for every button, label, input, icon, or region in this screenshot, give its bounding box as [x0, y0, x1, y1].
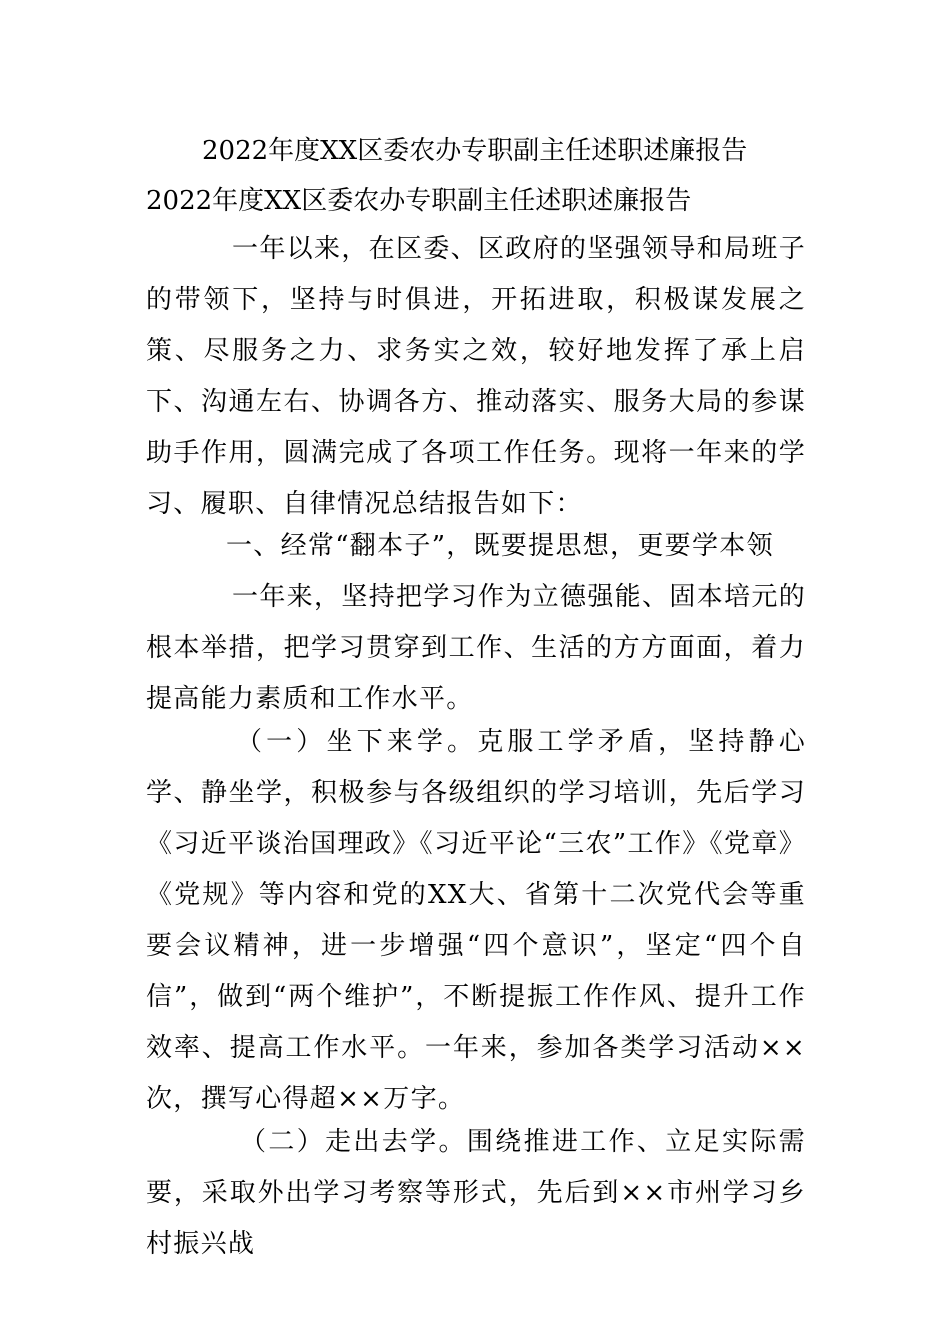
section-heading: 一、经常“翻本子”，既要提思想，更要学本领 — [226, 531, 774, 561]
intro-paragraph: 一年以来，在区委、区政府的坚强领导和局班子的带领下，坚持与时俱进，开拓进取，积极谋发展之策、尽服务之力、求务实之效，较好地发挥了承上启下、沟通左右、协调各方、推动落实、服务大局的参谋助手作用，圆满完成了各项工作任务。现将一年来的学习、履职、自律情况总结报告如下： — [146, 234, 806, 519]
document-title: 2022年度XX区委农办专职副主任述职述廉报告 — [202, 136, 748, 166]
section-paragraph: 一年来，坚持把学习作为立德强能、固本培元的根本举措，把学习贯穿到工作、生活的方方面面，着力提高能力素质和工作水平。 — [146, 582, 806, 714]
document-subtitle: 2022年度XX区委农办专职副主任述职述廉报告 — [146, 186, 692, 216]
item-paragraph-2: （二）走出去学。围绕推进工作、立足实际需要，采取外出学习考察等形式，先后到××市州学习乡村振兴战 — [146, 1127, 806, 1259]
item-paragraph-1: （一）坐下来学。克服工学矛盾，坚持静心学、静坐学，积极参与各级组织的学习培训，先后学习《习近平谈治国理政》《习近平论“三农”工作》《党章》《党规》等内容和党的XX大、省第十二次党代会等重要会议精神，进一步增强“四个意识”，坚定“四个自信”，做到“两个维护”，不断提振工作作风、提升工作效率、提高工作水平。一年来，参加各类学习活动××次，撰写心得超××万字。 — [146, 727, 806, 1114]
